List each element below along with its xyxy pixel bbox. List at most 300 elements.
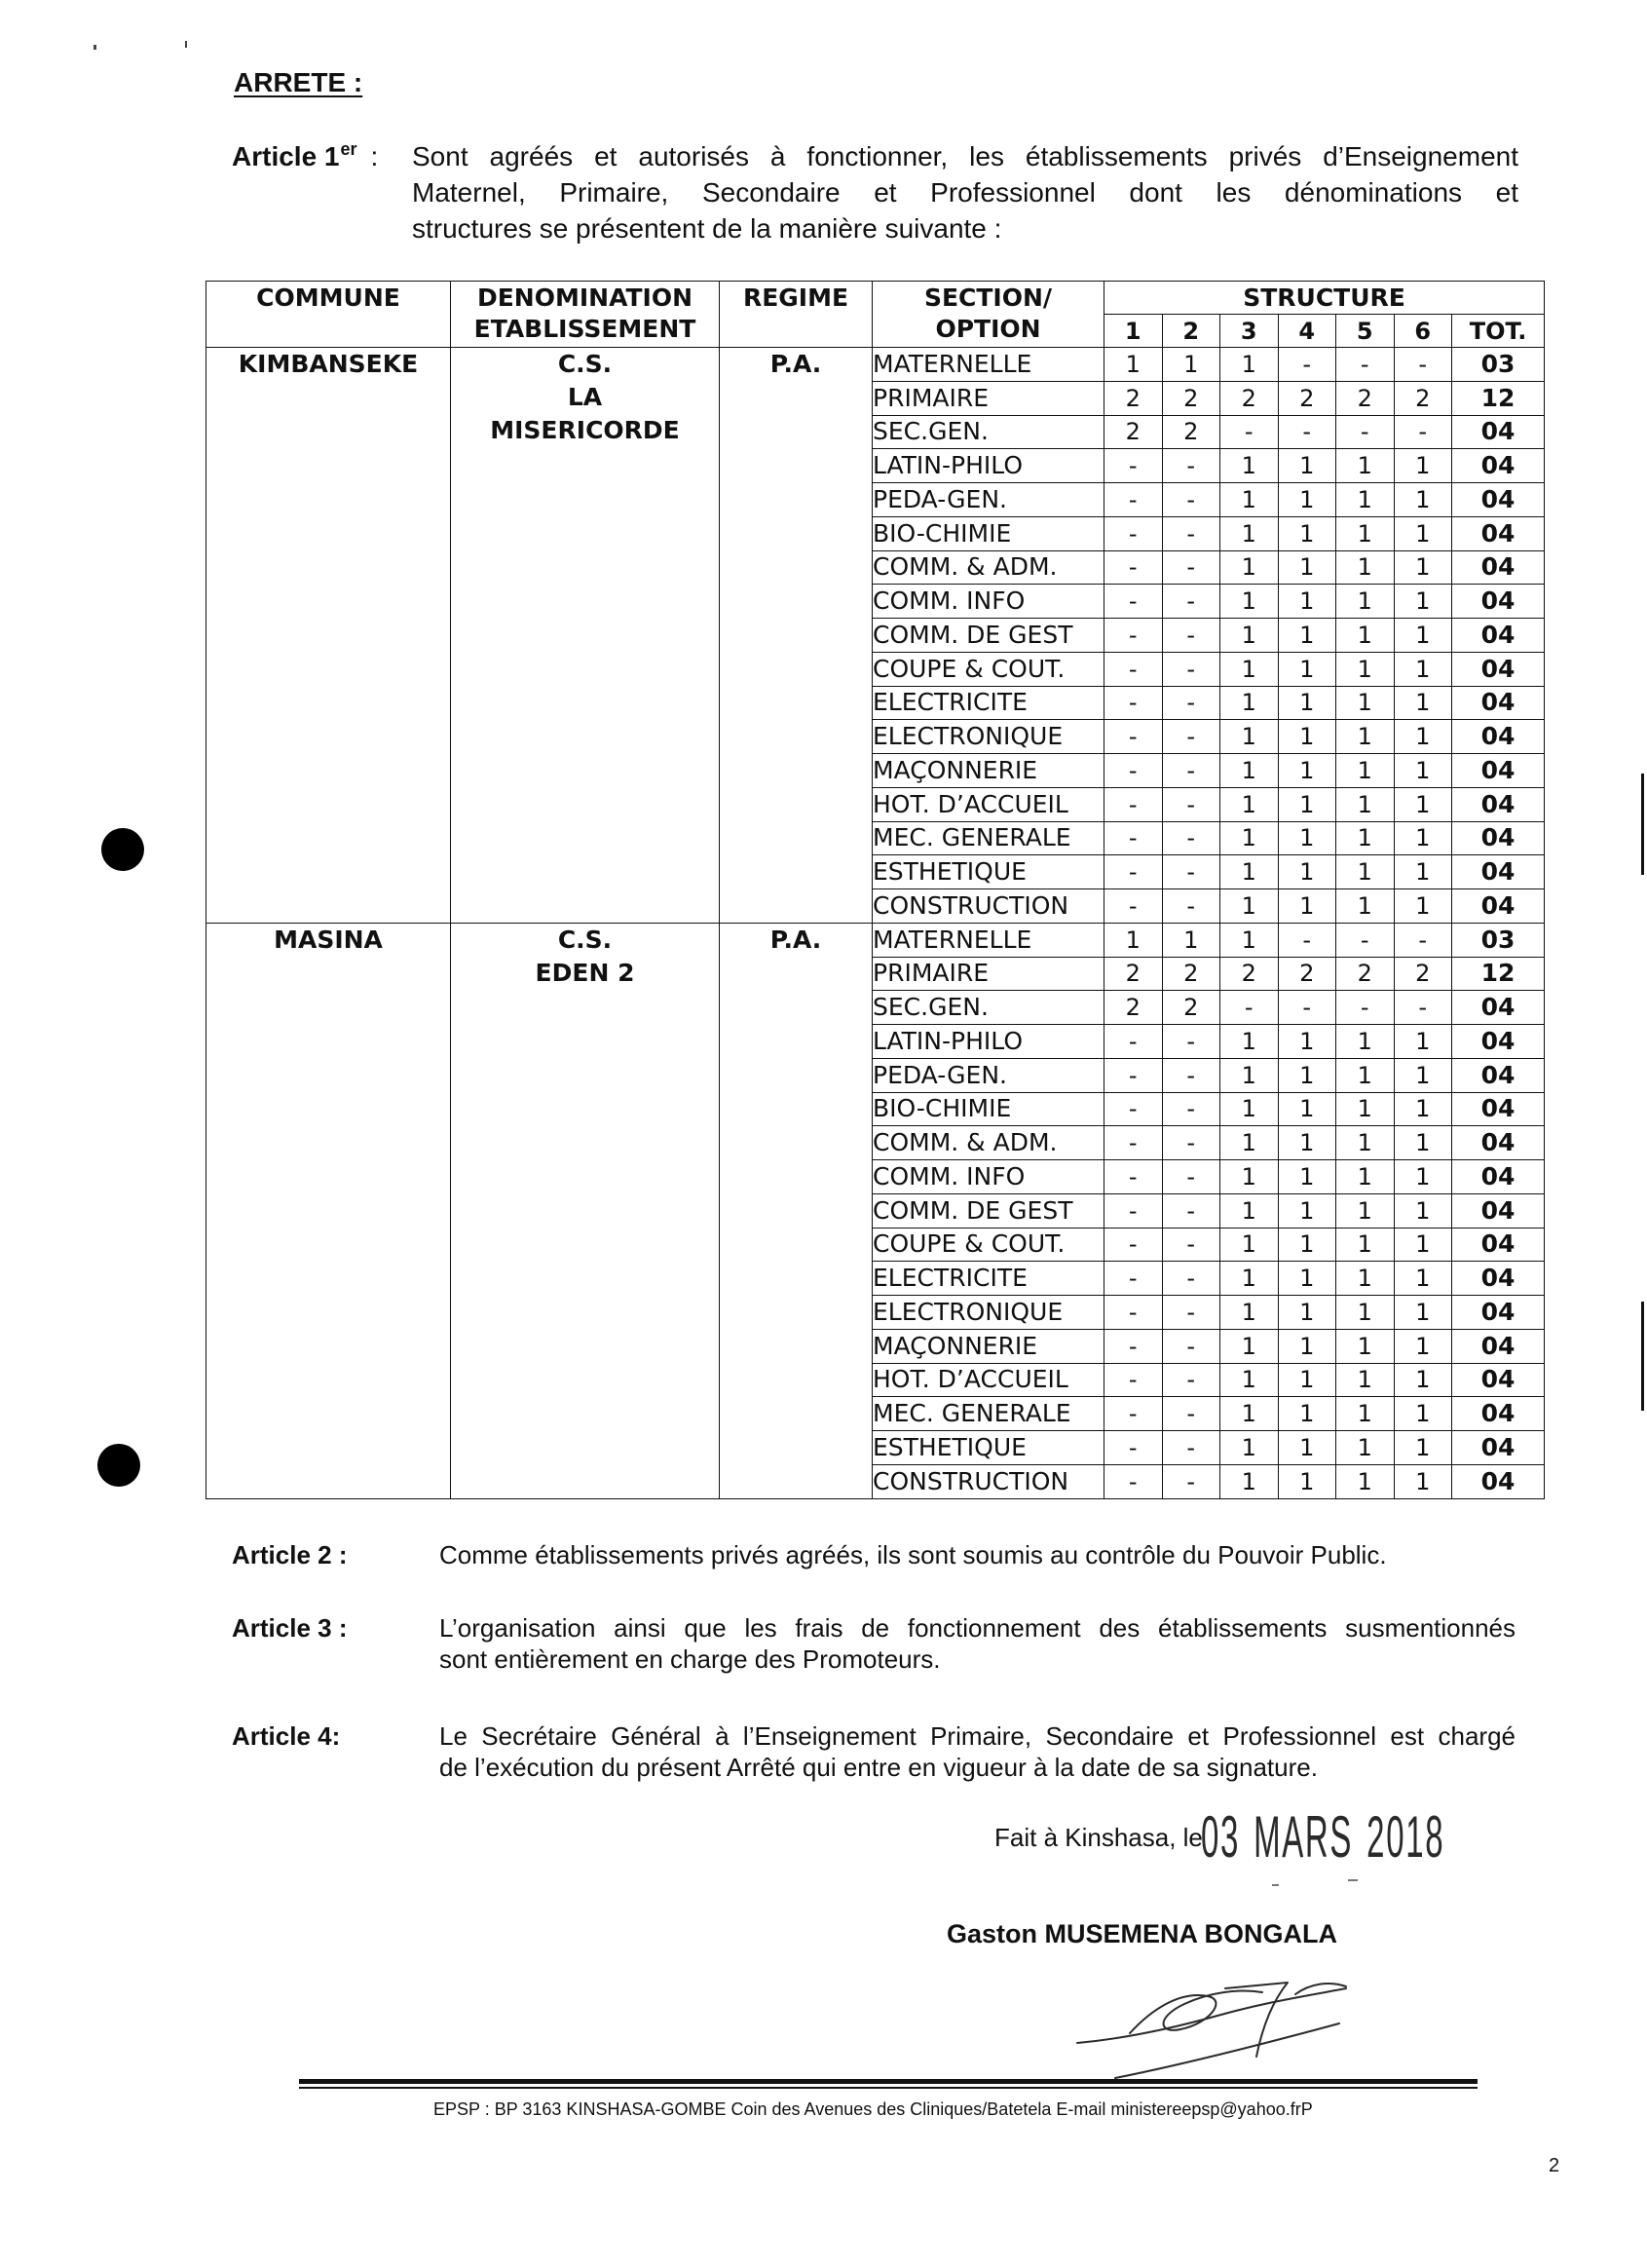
level-cell: 1 [1394, 1092, 1452, 1126]
denomination-line: MISERICORDE [490, 416, 680, 444]
level-cell: 1 [1336, 1262, 1395, 1296]
section-cell: ESTHETIQUE [873, 855, 1104, 889]
level-cell: 1 [1336, 889, 1395, 924]
level-cell: - [1104, 1058, 1163, 1092]
level-cell: 1 [1278, 1464, 1336, 1498]
level-cell: 1 [1336, 821, 1395, 855]
level-cell: - [1104, 754, 1163, 788]
section-cell: ELECTRICITE [873, 1262, 1104, 1296]
level-cell: - [1162, 516, 1220, 550]
level-cell: 1 [1336, 1431, 1395, 1465]
denomination-cell [451, 348, 720, 924]
level-cell: - [1162, 1025, 1220, 1059]
level-cell: 2 [1220, 381, 1279, 415]
level-cell: - [1162, 483, 1220, 517]
footer-rule [299, 2079, 1478, 2084]
level-cell: 1 [1394, 1160, 1452, 1194]
level-cell: - [1278, 415, 1336, 449]
level-cell: - [1162, 1193, 1220, 1228]
level-cell: 1 [1336, 1126, 1395, 1160]
signatory-name: Gaston MUSEMENA BONGALA [947, 1919, 1338, 1948]
level-cell: 1 [1220, 855, 1279, 889]
level-cell: - [1104, 449, 1163, 483]
level-cell: 1 [1394, 652, 1452, 686]
scan-edge-mark [1641, 1302, 1644, 1411]
section-cell: MEC. GENERALE [873, 1397, 1104, 1431]
level-cell: - [1104, 483, 1163, 517]
level-cell: 1 [1394, 855, 1452, 889]
level-cell: 1 [1336, 754, 1395, 788]
level-cell: 1 [1278, 1126, 1336, 1160]
level-cell: 1 [1104, 348, 1163, 382]
regime-cell: P.A. [720, 923, 873, 1498]
article-3-line: L’organisation ainsi que les frais de fonctionnement des établissements susmentionnés [439, 1613, 1516, 1643]
level-cell: - [1336, 923, 1395, 957]
level-cell: 1 [1336, 619, 1395, 653]
level-cell: 1 [1278, 1262, 1336, 1296]
level-cell: 1 [1336, 516, 1395, 550]
section-cell: SEC.GEN. [873, 991, 1104, 1025]
level-cell: 1 [1278, 483, 1336, 517]
article-2-line: Comme établissements privés agréés, ils sont soumis au contrôle du Pouvoir Public. [439, 1540, 1387, 1569]
level-cell: 2 [1394, 957, 1452, 991]
article-1-label-colon: : [370, 141, 379, 171]
scan-speck [94, 45, 96, 50]
level-cell: 1 [1220, 449, 1279, 483]
header-level-5: 5 [1336, 315, 1395, 348]
level-cell: 1 [1278, 1363, 1336, 1397]
total-cell: 04 [1452, 1058, 1545, 1092]
level-cell: - [1104, 1431, 1163, 1465]
level-cell: - [1104, 821, 1163, 855]
level-cell: 1 [1394, 619, 1452, 653]
level-cell: 1 [1278, 1058, 1336, 1092]
commune-cell: MASINA [206, 923, 451, 1498]
place-of-signature: Fait à Kinshasa, le [994, 1823, 1203, 1852]
article-1-label-text: Article 1 [232, 141, 340, 171]
level-cell: - [1104, 1193, 1163, 1228]
level-cell: 1 [1278, 1025, 1336, 1059]
level-cell: 1 [1220, 1296, 1279, 1330]
level-cell: 2 [1162, 991, 1220, 1025]
level-cell: - [1162, 585, 1220, 619]
level-cell: 1 [1220, 483, 1279, 517]
level-cell: 1 [1278, 1228, 1336, 1262]
level-cell: - [1162, 1126, 1220, 1160]
total-cell: 04 [1452, 1025, 1545, 1059]
level-cell: - [1104, 652, 1163, 686]
level-cell: 1 [1220, 619, 1279, 653]
level-cell: - [1162, 720, 1220, 754]
level-cell: - [1104, 720, 1163, 754]
level-cell: 2 [1336, 381, 1395, 415]
level-cell: 1 [1336, 1363, 1395, 1397]
total-cell: 12 [1452, 381, 1545, 415]
level-cell: 1 [1220, 516, 1279, 550]
level-cell: - [1220, 991, 1279, 1025]
level-cell: 1 [1278, 1160, 1336, 1194]
denomination-line: C.S. [557, 925, 613, 954]
denomination-line: EDEN 2 [535, 958, 635, 987]
level-cell: - [1162, 754, 1220, 788]
level-cell: 1 [1394, 686, 1452, 720]
level-cell: 2 [1104, 957, 1163, 991]
article-2-body [439, 1539, 1516, 1570]
level-cell: 1 [1220, 787, 1279, 821]
level-cell: 1 [1278, 686, 1336, 720]
level-cell: 1 [1394, 1464, 1452, 1498]
level-cell: - [1162, 1296, 1220, 1330]
section-cell: MAÇONNERIE [873, 1329, 1104, 1363]
article-4-label: Article 4: [232, 1721, 341, 1751]
level-cell: - [1162, 1464, 1220, 1498]
section-cell: PRIMAIRE [873, 381, 1104, 415]
total-cell: 04 [1452, 652, 1545, 686]
section-cell: SEC.GEN. [873, 415, 1104, 449]
level-cell: - [1162, 1329, 1220, 1363]
level-cell: 1 [1336, 1397, 1395, 1431]
level-cell: 1 [1220, 1092, 1279, 1126]
level-cell: 1 [1278, 585, 1336, 619]
regime-cell: P.A. [720, 348, 873, 924]
level-cell: - [1336, 348, 1395, 382]
table-body [206, 348, 1545, 1499]
section-cell: MATERNELLE [873, 923, 1104, 957]
total-cell: 03 [1452, 923, 1545, 957]
level-cell: 1 [1394, 889, 1452, 924]
total-cell: 04 [1452, 1431, 1545, 1465]
level-cell: 1 [1336, 787, 1395, 821]
level-cell: 1 [1278, 1193, 1336, 1228]
level-cell: - [1162, 787, 1220, 821]
level-cell: 1 [1220, 1193, 1279, 1228]
level-cell: 1 [1278, 516, 1336, 550]
article-1-label [232, 138, 378, 178]
level-cell: 1 [1220, 1397, 1279, 1431]
level-cell: - [1104, 889, 1163, 924]
level-cell: - [1104, 550, 1163, 585]
article-1-line: structures se présentent de la manière suivante : [412, 213, 1002, 244]
level-cell: 2 [1104, 381, 1163, 415]
level-cell: - [1104, 1262, 1163, 1296]
level-cell: 1 [1336, 1464, 1395, 1498]
date-stamp: 03 MARS 2018 [1201, 1804, 1445, 1870]
total-cell: 04 [1452, 754, 1545, 788]
level-cell: 1 [1394, 1228, 1452, 1262]
total-cell: 04 [1452, 619, 1545, 653]
total-cell: 04 [1452, 686, 1545, 720]
total-cell: 04 [1452, 991, 1545, 1025]
denomination-cell [451, 923, 720, 1498]
total-cell: 04 [1452, 449, 1545, 483]
section-cell: BIO-CHIMIE [873, 1092, 1104, 1126]
level-cell: 1 [1162, 348, 1220, 382]
total-cell: 04 [1452, 1092, 1545, 1126]
table-row [206, 348, 1545, 382]
level-cell: 1 [1220, 1160, 1279, 1194]
total-cell: 12 [1452, 957, 1545, 991]
section-cell: COMM. & ADM. [873, 1126, 1104, 1160]
footer-rule [299, 2087, 1478, 2089]
section-cell: HOT. D’ACCUEIL [873, 1363, 1104, 1397]
level-cell: 2 [1394, 381, 1452, 415]
section-cell: ELECTRONIQUE [873, 720, 1104, 754]
scan-mark [1272, 1884, 1279, 1886]
level-cell: - [1336, 991, 1395, 1025]
section-cell: ESTHETIQUE [873, 1431, 1104, 1465]
level-cell: 2 [1336, 957, 1395, 991]
level-cell: 1 [1162, 923, 1220, 957]
scan-speck [185, 41, 187, 48]
level-cell: - [1278, 923, 1336, 957]
header-total: TOT. [1452, 315, 1545, 348]
level-cell: 1 [1394, 1025, 1452, 1059]
level-cell: - [1278, 991, 1336, 1025]
level-cell: 1 [1336, 585, 1395, 619]
level-cell: 1 [1394, 1126, 1452, 1160]
level-cell: 1 [1220, 1228, 1279, 1262]
level-cell: 1 [1336, 686, 1395, 720]
level-cell: 1 [1220, 1464, 1279, 1498]
total-cell: 04 [1452, 1126, 1545, 1160]
section-cell: LATIN-PHILO [873, 1025, 1104, 1059]
level-cell: - [1162, 1058, 1220, 1092]
level-cell: 1 [1336, 1092, 1395, 1126]
level-cell: 1 [1220, 585, 1279, 619]
level-cell: - [1394, 348, 1452, 382]
section-cell: BIO-CHIMIE [873, 516, 1104, 550]
section-cell: MEC. GENERALE [873, 821, 1104, 855]
level-cell: 1 [1394, 1193, 1452, 1228]
level-cell: - [1162, 686, 1220, 720]
section-cell: COUPE & COUT. [873, 652, 1104, 686]
header-section-line: SECTION/ [923, 284, 1053, 312]
scan-mark [1348, 1879, 1358, 1881]
level-cell: - [1162, 1228, 1220, 1262]
level-cell: 1 [1394, 821, 1452, 855]
level-cell: 1 [1394, 754, 1452, 788]
level-cell: 1 [1394, 550, 1452, 585]
level-cell: 1 [1278, 821, 1336, 855]
level-cell: - [1162, 550, 1220, 585]
level-cell: 1 [1278, 855, 1336, 889]
level-cell: - [1104, 516, 1163, 550]
header-level-2: 2 [1162, 315, 1220, 348]
table-header [206, 282, 1545, 348]
total-cell: 04 [1452, 415, 1545, 449]
section-cell: COMM. DE GEST [873, 1193, 1104, 1228]
level-cell: 2 [1278, 381, 1336, 415]
level-cell: - [1162, 821, 1220, 855]
level-cell: - [1104, 1329, 1163, 1363]
article-1-line: Maternel, Primaire, Secondaire et Professionnel dont les dénominations et [412, 177, 1518, 208]
level-cell: - [1104, 1397, 1163, 1431]
level-cell: 1 [1336, 855, 1395, 889]
level-cell: - [1162, 449, 1220, 483]
level-cell: 1 [1104, 923, 1163, 957]
section-cell: COMM. DE GEST [873, 619, 1104, 653]
level-cell: 1 [1220, 1126, 1279, 1160]
header-level-6: 6 [1394, 315, 1452, 348]
level-cell: - [1162, 652, 1220, 686]
level-cell: - [1162, 619, 1220, 653]
article-4-line: Le Secrétaire Général à l’Enseignement Primaire, Secondaire et Professionnel est chargé [439, 1721, 1516, 1751]
level-cell: 1 [1278, 550, 1336, 585]
level-cell: 1 [1220, 1431, 1279, 1465]
level-cell: 1 [1220, 550, 1279, 585]
header-regime: REGIME [720, 282, 873, 348]
article-1-body [412, 138, 1518, 246]
level-cell: 1 [1394, 1296, 1452, 1330]
table-header-row [206, 282, 1545, 315]
total-cell: 04 [1452, 1464, 1545, 1498]
level-cell: 1 [1220, 1058, 1279, 1092]
level-cell: 2 [1104, 415, 1163, 449]
level-cell: 2 [1104, 991, 1163, 1025]
level-cell: 2 [1162, 957, 1220, 991]
level-cell: 1 [1336, 483, 1395, 517]
header-level-1: 1 [1104, 315, 1163, 348]
level-cell: - [1162, 855, 1220, 889]
decree-heading: ARRETE : [234, 67, 363, 97]
level-cell: 1 [1220, 923, 1279, 957]
level-cell: 1 [1394, 787, 1452, 821]
article-1-line: Sont agréés et autorisés à fonctionner, les établissements privés d’Enseignement [412, 141, 1518, 171]
article-3-line: sont entièrement en charge des Promoteurs. [439, 1644, 941, 1674]
total-cell: 04 [1452, 550, 1545, 585]
page-number: 2 [1549, 2155, 1560, 2176]
section-cell: COUPE & COUT. [873, 1228, 1104, 1262]
level-cell: 1 [1394, 483, 1452, 517]
article-3-label: Article 3 : [232, 1613, 348, 1643]
punch-hole [101, 828, 144, 871]
header-commune: COMMUNE [206, 282, 451, 348]
level-cell: 2 [1278, 957, 1336, 991]
total-cell: 04 [1452, 787, 1545, 821]
article-1-label-superscript: er [340, 139, 357, 159]
table-row [206, 923, 1545, 957]
level-cell: - [1162, 1160, 1220, 1194]
level-cell: - [1104, 787, 1163, 821]
handwritten-signature [1062, 1953, 1364, 2090]
section-cell: LATIN-PHILO [873, 449, 1104, 483]
level-cell: - [1104, 1126, 1163, 1160]
section-cell: ELECTRONIQUE [873, 1296, 1104, 1330]
level-cell: 1 [1336, 1160, 1395, 1194]
total-cell: 03 [1452, 348, 1545, 382]
total-cell: 04 [1452, 1262, 1545, 1296]
level-cell: 1 [1220, 686, 1279, 720]
level-cell: 1 [1278, 1329, 1336, 1363]
total-cell: 04 [1452, 889, 1545, 924]
total-cell: 04 [1452, 1296, 1545, 1330]
article-4-line: de l’exécution du présent Arrêté qui entre en vigueur à la date de sa signature. [439, 1753, 1318, 1782]
level-cell: 1 [1220, 1329, 1279, 1363]
level-cell: 1 [1336, 550, 1395, 585]
total-cell: 04 [1452, 1228, 1545, 1262]
section-cell: COMM. INFO [873, 1160, 1104, 1194]
level-cell: 1 [1336, 1058, 1395, 1092]
level-cell: 1 [1336, 720, 1395, 754]
total-cell: 04 [1452, 1160, 1545, 1194]
article-2-label: Article 2 : [232, 1540, 348, 1569]
header-level-4: 4 [1278, 315, 1336, 348]
level-cell: 1 [1394, 1397, 1452, 1431]
section-cell: MAÇONNERIE [873, 754, 1104, 788]
header-level-3: 3 [1220, 315, 1279, 348]
level-cell: - [1336, 415, 1395, 449]
level-cell: - [1104, 585, 1163, 619]
level-cell: 1 [1278, 754, 1336, 788]
level-cell: 1 [1220, 1363, 1279, 1397]
level-cell: 1 [1220, 1025, 1279, 1059]
level-cell: - [1104, 1160, 1163, 1194]
level-cell: 1 [1220, 1262, 1279, 1296]
level-cell: 1 [1220, 754, 1279, 788]
section-cell: PEDA-GEN. [873, 483, 1104, 517]
total-cell: 04 [1452, 1193, 1545, 1228]
level-cell: - [1394, 991, 1452, 1025]
footer-address: EPSP : BP 3163 KINSHASA-GOMBE Coin des Avenues des Cliniques/Batetela E-mail ministereepsp@yahoo.frP [433, 2099, 1313, 2119]
level-cell: 2 [1162, 381, 1220, 415]
punch-hole [97, 1444, 140, 1487]
level-cell: - [1278, 348, 1336, 382]
level-cell: 1 [1278, 1431, 1336, 1465]
section-cell: PRIMAIRE [873, 957, 1104, 991]
header-denomination [451, 282, 720, 348]
level-cell: - [1394, 415, 1452, 449]
level-cell: 1 [1336, 1296, 1395, 1330]
level-cell: 1 [1394, 585, 1452, 619]
section-cell: CONSTRUCTION [873, 889, 1104, 924]
header-structure: STRUCTURE [1104, 282, 1545, 315]
section-cell: PEDA-GEN. [873, 1058, 1104, 1092]
level-cell: - [1162, 1363, 1220, 1397]
level-cell: 1 [1394, 449, 1452, 483]
scan-edge-mark [1641, 774, 1644, 875]
total-cell: 04 [1452, 1397, 1545, 1431]
level-cell: 1 [1278, 1296, 1336, 1330]
level-cell: 1 [1336, 449, 1395, 483]
article-3-body [439, 1612, 1516, 1675]
level-cell: - [1104, 1228, 1163, 1262]
level-cell: 1 [1336, 1329, 1395, 1363]
level-cell: 1 [1278, 619, 1336, 653]
level-cell: 1 [1220, 821, 1279, 855]
section-cell: MATERNELLE [873, 348, 1104, 382]
total-cell: 04 [1452, 821, 1545, 855]
level-cell: - [1220, 415, 1279, 449]
level-cell: - [1104, 1363, 1163, 1397]
level-cell: - [1162, 1262, 1220, 1296]
header-section-line: OPTION [935, 315, 1041, 343]
level-cell: - [1162, 1092, 1220, 1126]
level-cell: 1 [1220, 889, 1279, 924]
level-cell: - [1104, 855, 1163, 889]
section-cell: HOT. D’ACCUEIL [873, 787, 1104, 821]
level-cell: 1 [1278, 889, 1336, 924]
level-cell: 1 [1220, 720, 1279, 754]
level-cell: - [1104, 686, 1163, 720]
section-cell: ELECTRICITE [873, 686, 1104, 720]
level-cell: - [1104, 619, 1163, 653]
denomination-line: LA [567, 383, 603, 411]
section-cell: CONSTRUCTION [873, 1464, 1104, 1498]
level-cell: 1 [1394, 1329, 1452, 1363]
commune-cell: KIMBANSEKE [206, 348, 451, 924]
header-denomination-line: ETABLISSEMENT [473, 315, 696, 343]
level-cell: 2 [1162, 415, 1220, 449]
